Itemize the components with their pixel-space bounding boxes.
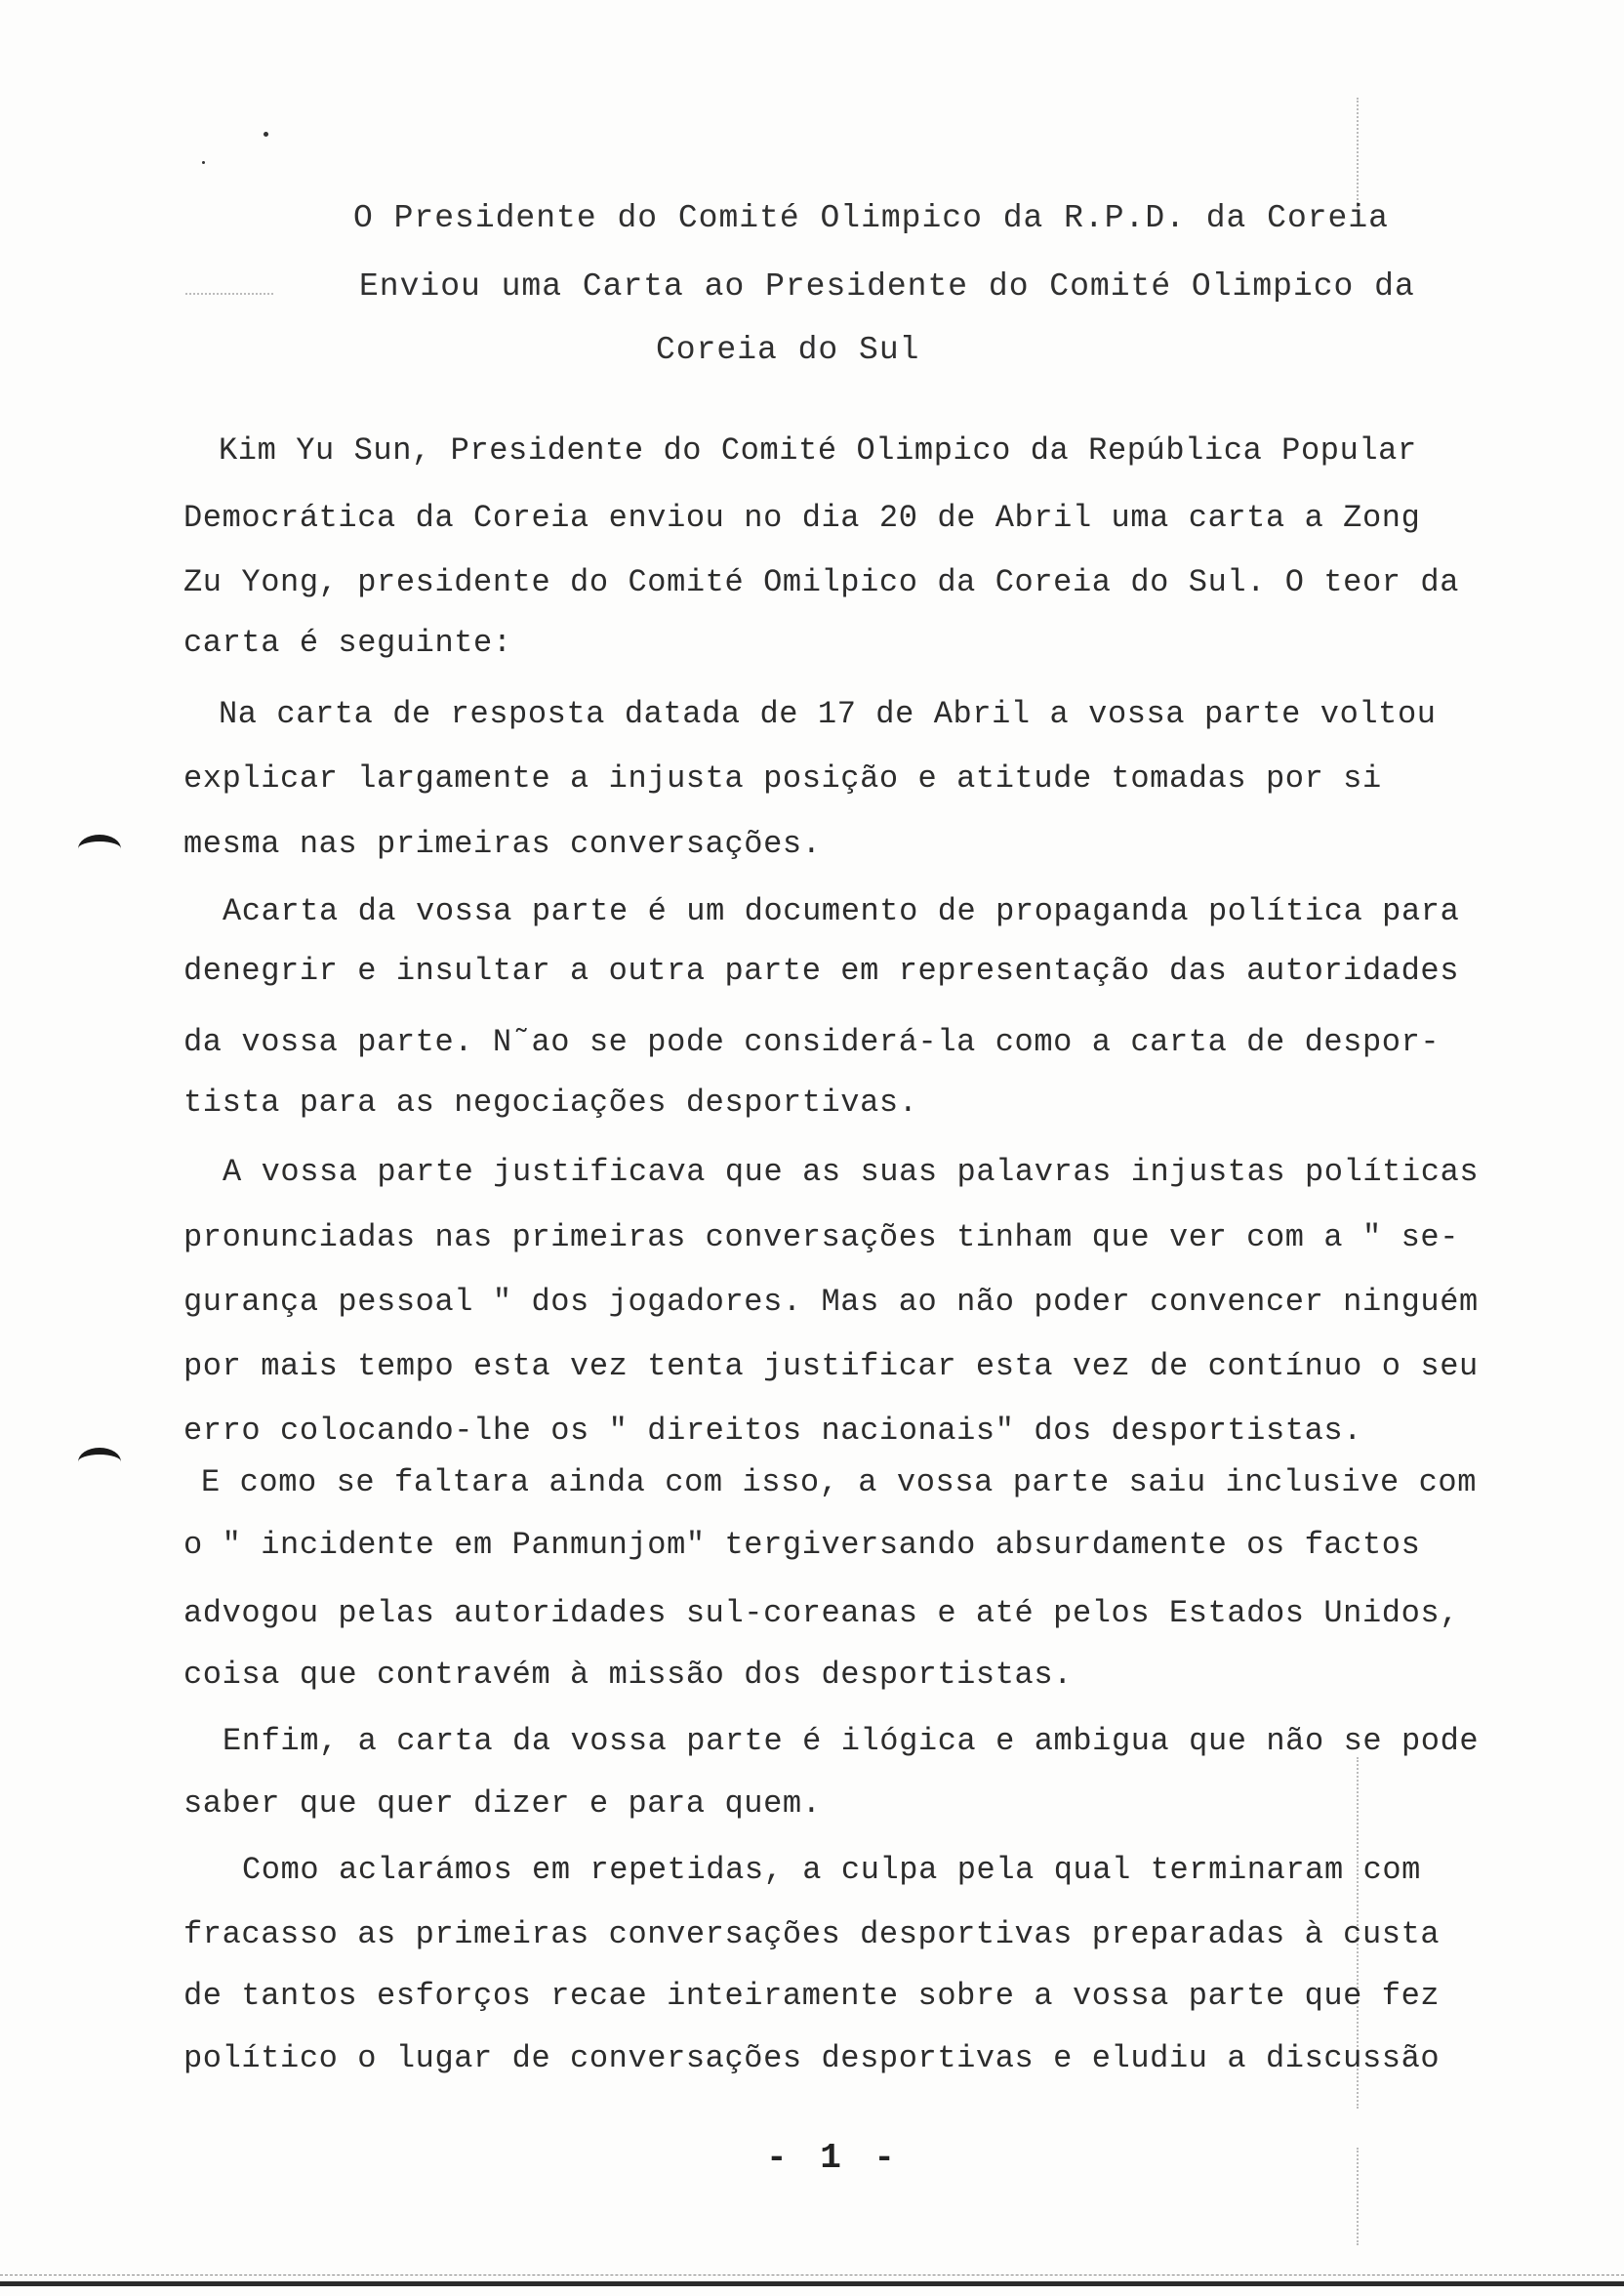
body-line: tista para as negociações desportivas. [183,1085,918,1121]
punch-hole-mark [78,1448,121,1476]
body-line: mesma nas primeiras conversações. [183,826,822,862]
body-line: gurança pessoal " dos jogadores. Mas ao não poder convencer ninguém [183,1284,1479,1320]
body-line: Como aclarámos em repetidas, a culpa pela qual terminaram com [242,1852,1421,1888]
body-line: de tantos esforços recae inteiramente sobre a vossa parte que fez [183,1978,1441,2014]
body-line: o " incidente em Panmunjom" tergiversando absurdamente os factos [183,1527,1421,1563]
page-number: - 1 - [766,2138,902,2178]
body-line: carta é seguinte: [183,625,512,661]
punch-hole-mark [78,835,121,863]
margin-dots [1357,98,1360,215]
title-line-3: Coreia do Sul [656,332,920,368]
body-line: saber que quer dizer e para quem. [183,1785,822,1822]
body-line: pronunciadas nas primeiras conversações tinham que ver com a " se- [183,1219,1460,1255]
body-line: Kim Yu Sun, Presidente do Comité Olimpico da República Popular [219,432,1417,469]
body-line: erro colocando-lhe os " direitos nacionais" dos desportistas. [183,1413,1362,1449]
body-line: advogou pelas autoridades sul-coreanas e até pelos Estados Unidos, [183,1595,1460,1631]
body-line: E como se faltara ainda com isso, a vossa parte saiu inclusive com [201,1464,1478,1500]
body-line: Acarta da vossa parte é um documento de propaganda política para [223,893,1460,929]
title-line-1: O Presidente do Comité Olimpico da R.P.D. da Coreia [353,200,1389,236]
bottom-rule [0,2281,1624,2286]
body-line: fracasso as primeiras conversações desportivas preparadas à custa [183,1916,1441,1952]
body-line: explicar largamente a injusta posição e atitude tomadas por si [183,760,1382,797]
scan-smudge [185,293,273,305]
body-line: denegrir e insultar a outra parte em representação das autoridades [183,953,1460,989]
body-line: por mais tempo esta vez tenta justificar esta vez de contínuo o seu [183,1348,1479,1384]
ink-speck [202,161,205,164]
body-line: Na carta de resposta datada de 17 de Abril a vossa parte voltou [219,696,1437,732]
ink-speck [264,132,268,137]
body-line: coisa que contravém à missão dos desportistas. [183,1657,1073,1693]
body-line: Democrática da Coreia enviou no dia 20 de Abril uma carta a Zong [183,500,1421,536]
body-line: da vossa parte. N˜ao se pode considerá-la como a carta de despor- [183,1024,1441,1060]
body-line: Enfim, a carta da vossa parte é ilógica e ambigua que não se pode [223,1723,1480,1759]
bottom-dashed-rule [0,2275,1624,2276]
margin-dots [1357,2148,1360,2245]
body-line: A vossa parte justificava que as suas palavras injustas políticas [223,1154,1480,1190]
body-line: Zu Yong, presidente do Comité Omilpico da Coreia do Sul. O teor da [183,564,1460,600]
body-line: político o lugar de conversações desportivas e eludiu a discussão [183,2040,1441,2076]
title-line-2: Enviou uma Carta ao Presidente do Comité Olimpico da [359,268,1415,305]
